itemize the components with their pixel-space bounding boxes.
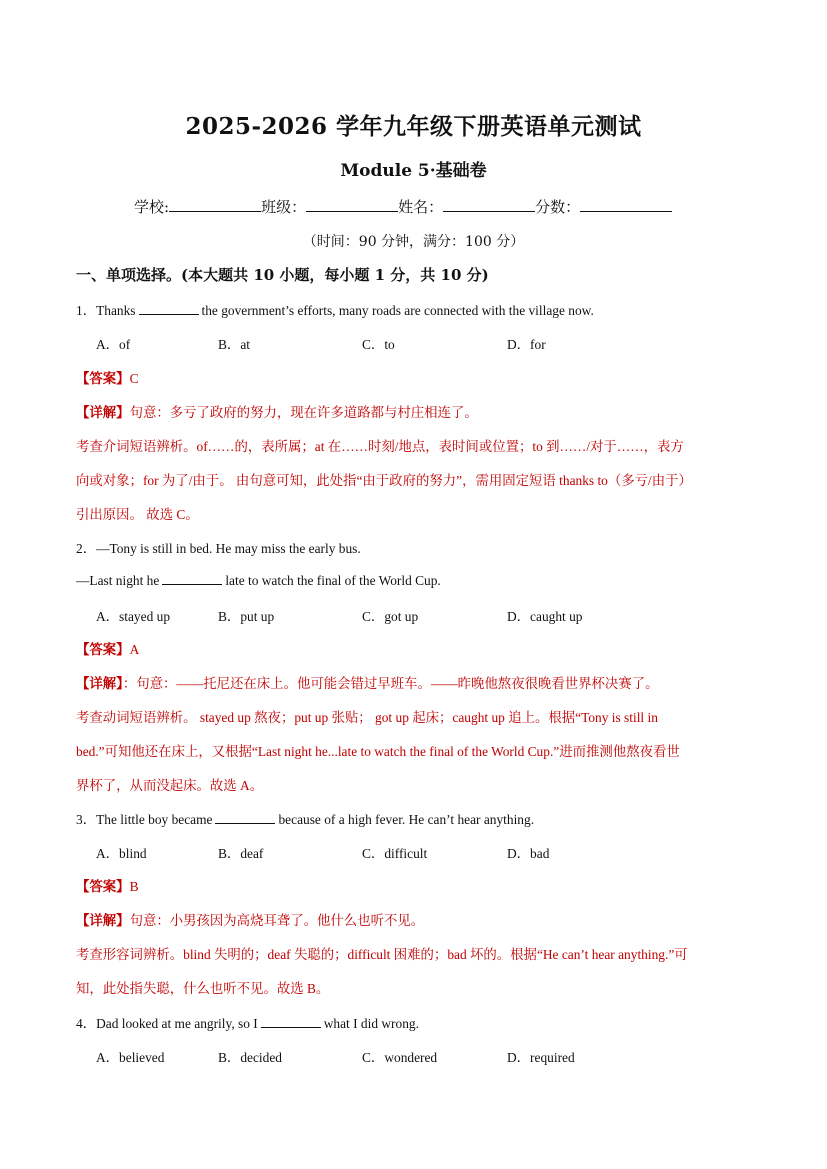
option-a: A．of [96,337,131,352]
detail-line: 考查介词短语辨析。of……的，表所属；at 在……时刻/地点，表时间或位置；to 到……/对于……，表方 [76,439,684,454]
question-number: 3． [76,812,97,827]
answer-line [76,639,139,658]
question-1-stem [76,300,594,319]
question-number: 4． [76,1016,97,1031]
answer-blank [261,1015,321,1028]
answer-blank [162,572,222,585]
name-blank [443,197,535,212]
detail-label: 【详解】 [76,405,130,420]
option-b: B．decided [218,1050,282,1065]
option-b: B．at [218,337,250,352]
name-label: 姓名： [398,198,444,216]
stem-text: The little boy became [96,812,213,827]
detail-label: 【详解】 [76,676,123,691]
option-c: C．to [362,337,395,352]
option-d: D．for [507,337,546,352]
option-b: B．put up [218,609,275,624]
question-2-stem-line2 [76,572,441,589]
answer-label: 【答案】 [76,371,130,386]
stem-text: —Tony is still in bed. He may miss the early bus. [96,541,361,556]
detail-line [76,402,478,421]
detail-text: ：句意：——托尼还在床上。他可能会错过早班车。——昨晚他熬夜很晚看世界杯决赛了。 [122,676,659,691]
class-blank [306,197,398,212]
detail-line: 界杯了，从而没起床。故选 A。 [76,778,264,793]
option-d: D．caught up [507,609,583,624]
question-number: 2． [76,541,97,556]
section-title: 一、单项选择。(本大题共 10 小题，每小题 1 分，共 10 分) [76,266,489,284]
document-subtitle: Module 5·基础卷 [340,161,487,181]
option-a: A．blind [96,846,147,861]
class-label: 班级： [261,198,307,216]
detail-line: 引出原因。 故选 C。 [76,507,199,522]
answer-value: C [129,371,139,386]
time-info: （时间：90 分钟，满分：100 分） [302,234,525,250]
answer-value: A [129,642,140,657]
school-blank [169,197,261,212]
detail-line: 知，此处指失聪，什么也听不见。故选 B。 [76,981,330,996]
question-2-stem [76,538,361,557]
stem-text: —Last night he [76,573,160,588]
detail-label: 【详解】 [76,913,130,928]
detail-text: 句意：多亏了政府的努力，现在许多道路都与村庄相连了。 [129,405,478,420]
option-c: C．difficult [362,846,428,861]
option-c: C．got up [362,609,419,624]
answer-line [76,368,139,387]
stem-text: because of a high fever. He can’t hear anything. [278,812,535,827]
detail-line [76,673,659,692]
detail-line: 向或对象；for 为了/由于。 由句意可知，此处指“由于政府的努力”，需用固定短语 thanks to（多亏/由于） [76,473,692,488]
stem-text: the government’s efforts, many roads are connected with the village now. [201,303,594,318]
answer-line [76,876,139,895]
option-c: C．wondered [362,1050,438,1065]
question-number: 1． [76,303,97,318]
answer-value: B [129,879,139,894]
school-label: 学校: [134,198,170,216]
question-4-stem [76,1013,419,1032]
document-title: 2025-2026 学年九年级下册英语单元测试 [185,113,642,140]
detail-line: 考查形容词辨析。blind 失明的；deaf 失聪的；difficult 困难的；bad 坏的。根据“He can’t hear anything.”可 [76,947,688,962]
question-3-stem [76,809,534,828]
score-label: 分数： [535,198,581,216]
option-a: A．believed [96,1050,165,1065]
option-d: D．required [507,1050,575,1065]
answer-label: 【答案】 [76,879,130,894]
option-a: A．stayed up [96,609,171,624]
student-info-line [134,196,734,217]
detail-line: 考查动词短语辨析。 stayed up 熬夜；put up 张贴； got up 起床；caught up 追上。根据“Tony is still in [76,710,658,725]
stem-text: late to watch the final of the World Cup. [225,573,441,588]
option-b: B．deaf [218,846,264,861]
answer-blank [215,811,275,824]
detail-text: 句意：小男孩因为高烧耳聋了。他什么也听不见。 [129,913,425,928]
detail-line [76,910,424,929]
stem-text: what I did wrong. [323,1016,419,1031]
stem-text: Dad looked at me angrily, so I [96,1016,258,1031]
detail-line: bed.”可知他还在床上，又根据“Last night he...late to watch the final of the World Cup.”进而推测他熬夜看世 [76,744,680,759]
score-blank [580,197,672,212]
option-d: D．bad [507,846,550,861]
stem-text: Thanks [96,303,136,318]
answer-label: 【答案】 [76,642,130,657]
answer-blank [139,302,199,315]
